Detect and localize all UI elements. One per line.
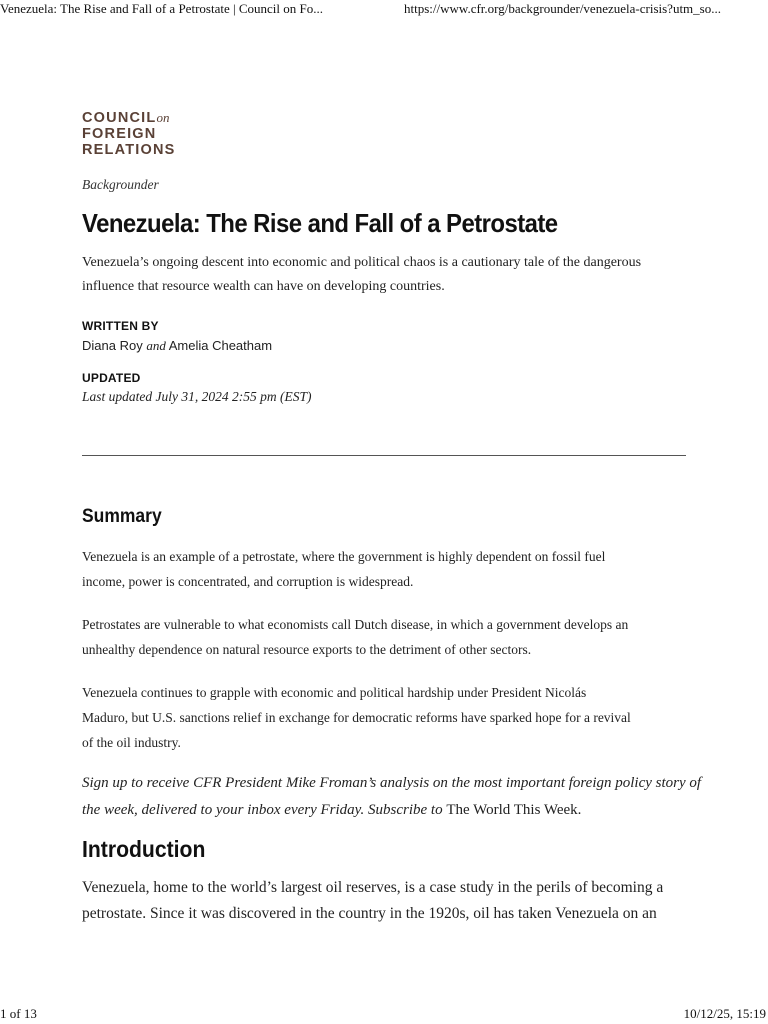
article-content [82,110,692,405]
updated-timestamp: Last updated July 31, 2024 2:55 pm (EST) [82,389,312,404]
updated-label: UPDATED [82,371,141,385]
logo-line-2: FOREIGN [82,126,157,142]
print-header [0,0,768,18]
print-datetime: 10/12/25, 15:19 [683,1006,766,1021]
newsletter-promo [82,770,716,824]
print-page-title: Venezuela: The Rise and Fall of a Petrostate | Council on Fo... [0,1,323,16]
summary-paragraph-1: Venezuela is an example of a petrostate, where the government is highly dependent on fossil fuel income, power is concentrated, and corruption is widespread. [82,549,606,589]
author-link-diana-roy[interactable]: Diana Roy [82,338,143,353]
summary-section [82,505,702,755]
update-info [82,371,692,405]
print-page-number: 1 of 13 [0,1006,37,1021]
section-divider [82,455,686,456]
introduction-paragraph: Venezuela, home to the world’s largest oil reserves, is a case study in the perils of becoming a petrostate. Since it was discovered in the country in the 1920s, oil has taken Venezuela on an [82,879,664,922]
author-conjunction: and [146,338,166,353]
byline [82,319,692,354]
summary-heading: Summary [82,506,162,527]
introduction-heading: Introduction [82,836,206,862]
promo-line-2: the week, delivered to your inbox every Friday. Subscribe to The World This Week. [82,802,582,818]
newsletter-link[interactable]: The World This Week. [446,802,582,818]
cfr-logo[interactable] [82,110,692,158]
logo-line-1: COUNCILon [82,110,170,126]
print-footer [0,1006,768,1024]
logo-on: on [156,110,170,125]
author-list [82,338,692,354]
summary-paragraph-3: Venezuela continues to grapple with economic and political hardship under President Nicolás Maduro, but U.S. sanctions relief in exchange for democratic reforms have sparked hope for a revival of the oil industry. [82,685,631,750]
author-link-amelia-cheatham[interactable]: Amelia Cheatham [168,338,273,353]
summary-paragraph-2: Petrostates are vulnerable to what economists call Dutch disease, in which a government develops an unhealthy dependence on natural resource exports to the detriment of other sectors. [82,617,629,657]
article-kicker: Backgrounder [82,177,159,192]
logo-line-3: RELATIONS [82,142,176,158]
promo-line-1: Sign up to receive CFR President Mike Froman’s analysis on the most important foreign policy story of [82,775,702,791]
print-page-url: https://www.cfr.org/backgrounder/venezuela-crisis?utm_so... [404,1,721,16]
article-title: Venezuela: The Rise and Fall of a Petrostate [82,208,558,238]
introduction-section [82,834,722,927]
article-dek: Venezuela’s ongoing descent into economic and political chaos is a cautionary tale of the dangerous influence that resource wealth can have on developing countries. [82,255,642,294]
written-by-label: WRITTEN BY [82,319,159,333]
